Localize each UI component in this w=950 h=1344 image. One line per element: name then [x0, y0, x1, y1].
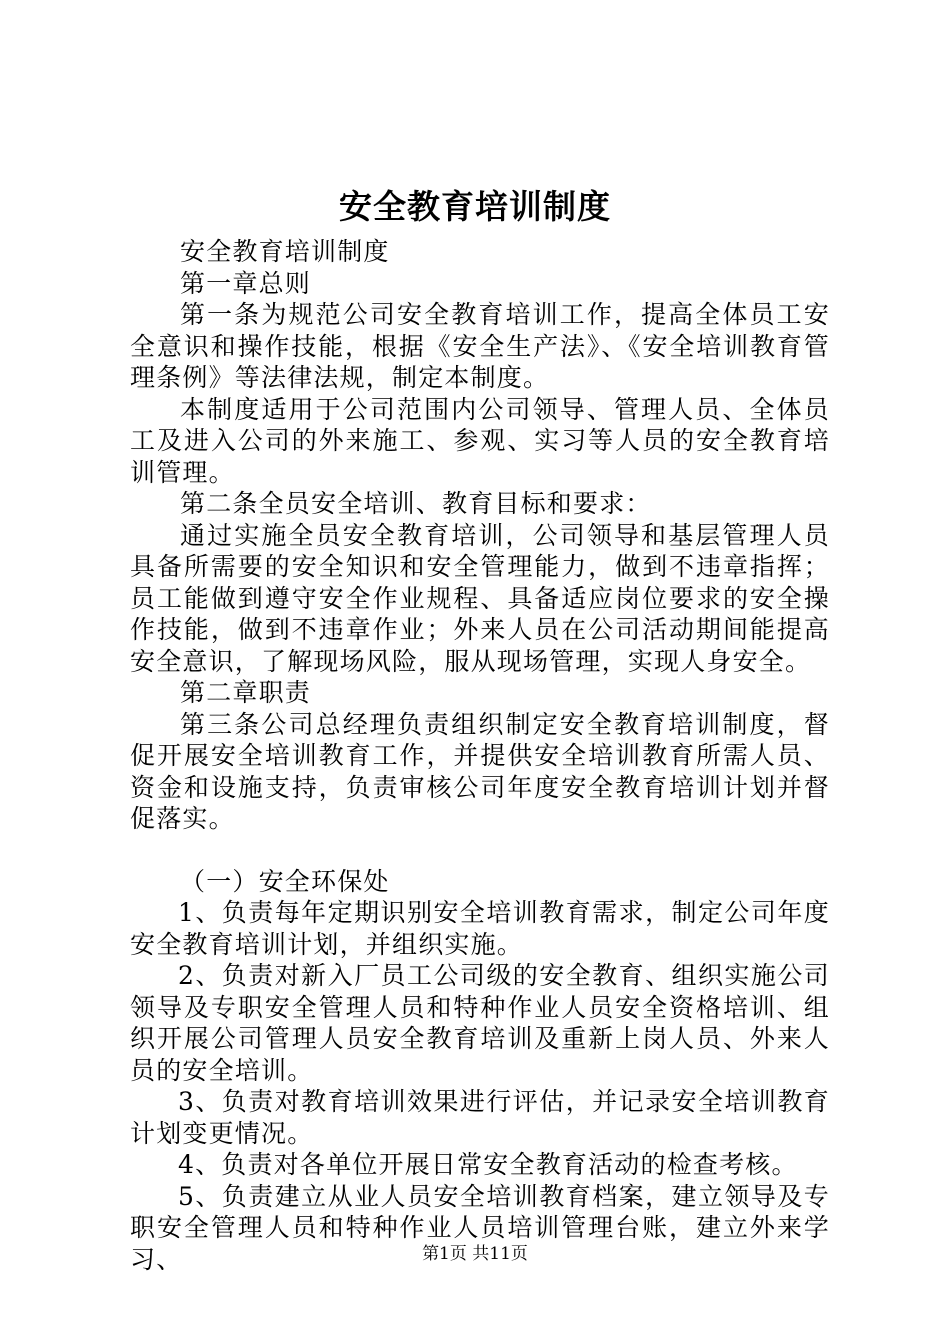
page-number: 第1页 共11页	[422, 1244, 528, 1264]
paragraph-article-2: 第二条全员安全培训、教育目标和要求：	[180, 489, 652, 518]
list-item: 3、负责对教育培训效果进行评估，并记录安全培训教育计划变更情况。	[130, 1087, 830, 1148]
list-item: 1、负责每年定期识别安全培训教育需求，制定公司年度安全教育培训计划，并组织实施。	[130, 898, 830, 959]
chapter-heading-1: 第一章总则	[180, 268, 312, 298]
document-title: 安全教育培训制度	[339, 187, 611, 226]
section-heading: （一）安全环保处	[180, 866, 390, 896]
list-item: 5、负责建立从业人员安全培训教育档案，建立领导及专职安全管理人员和特种作业人员培训管理台账，建立外来学习、	[130, 1181, 830, 1274]
paragraph-goals: 通过实施全员安全教育培训，公司领导和基层管理人员具备所需要的安全知识和安全管理能力，做到不违章指挥；员工能做到遵守安全作业规程、具备适应岗位要求的安全操作技能，做到不违章作业；外来人员在公司活动期间能提高安全意识，了解现场风险，服从现场管理，实现人身安全。	[130, 520, 830, 676]
chapter-heading-2: 第二章职责	[180, 678, 312, 707]
document-body	[130, 236, 830, 1275]
paragraph-article-3: 第三条公司总经理负责组织制定安全教育培训制度，督促开展安全培训教育工作，并提供安全培训教育所需人员、资金和设施支持，负责审核公司年度安全教育培训计划并督促落实。	[130, 709, 830, 833]
blank-line	[130, 835, 830, 866]
list-item: 4、负责对各单位开展日常安全教育活动的检查考核。	[178, 1150, 798, 1179]
list-item: 2、负责对新入厂员工公司级的安全教育、组织实施公司领导及专职安全管理人员和特种作业人员安全资格培训、组织开展公司管理人员安全教育培训及重新上岗人员、外来人员的安全培训。	[130, 961, 830, 1085]
paragraph-scope: 本制度适用于公司范围内公司领导、管理人员、全体员工及进入公司的外来施工、参观、实习等人员的安全教育培训管理。	[130, 394, 830, 487]
paragraph-article-1: 第一条为规范公司安全教育培训工作，提高全体员工安全意识和操作技能，根据《安全生产法》、《安全培训教育管理条例》等法律法规，制定本制度。	[130, 300, 830, 392]
paragraph-subtitle: 安全教育培训制度	[180, 237, 390, 266]
